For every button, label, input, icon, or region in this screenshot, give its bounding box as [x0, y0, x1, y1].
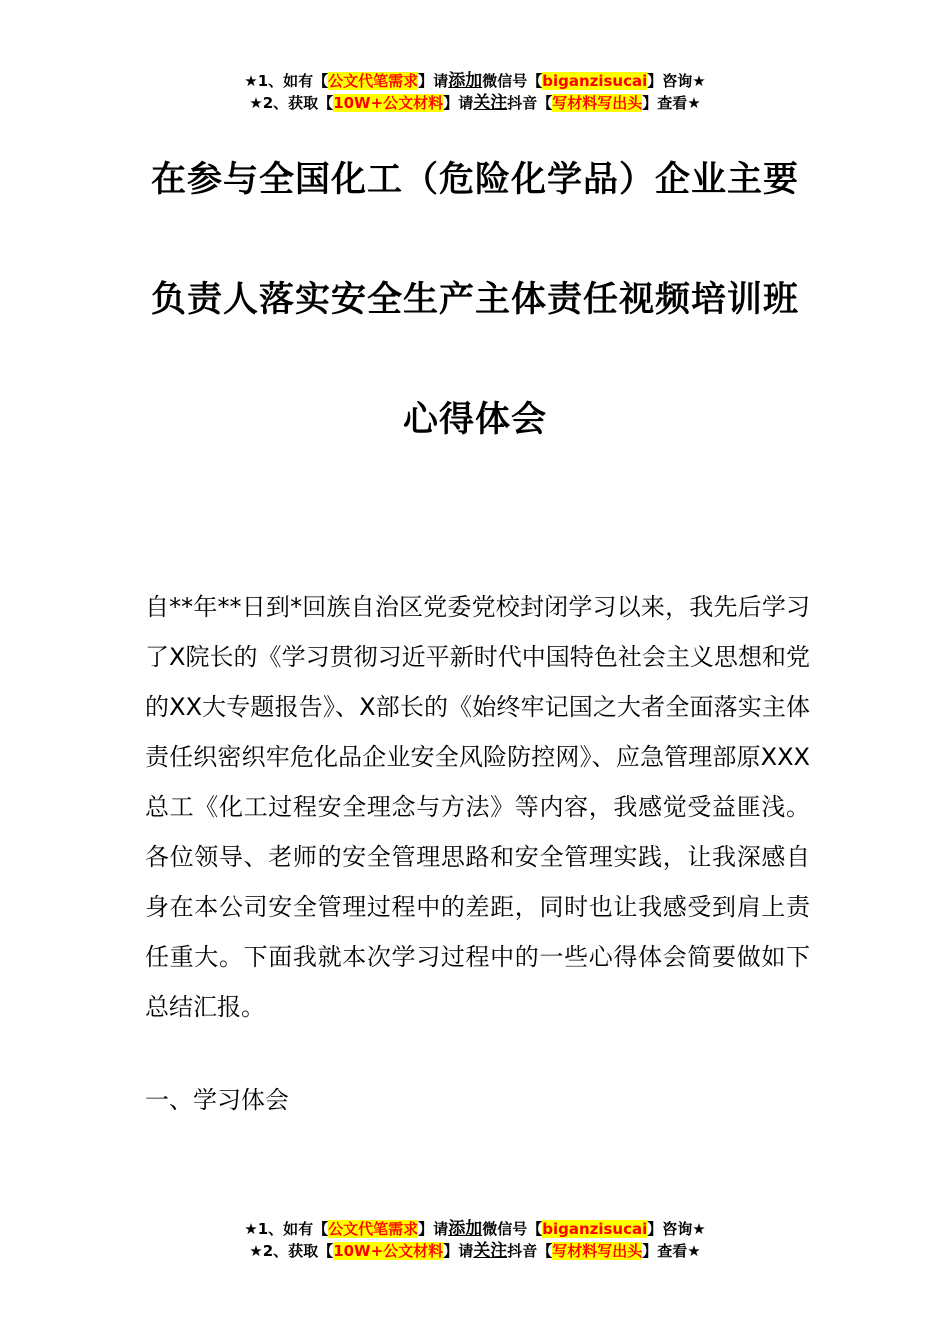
- highlight-text: 公文代笔需求: [328, 72, 419, 90]
- document-title-line-3: 心得体会: [402, 400, 547, 440]
- footer-promo-banner: [0, 1218, 950, 1262]
- promo-text: 抖音【: [507, 94, 553, 112]
- promo-line-1: [0, 1218, 950, 1240]
- promo-text: 抖音【: [507, 1242, 553, 1260]
- highlight-text: 10W+公文材料: [333, 94, 444, 112]
- promo-text: 】查看★: [642, 94, 701, 112]
- promo-text: ★2、获取【: [249, 94, 334, 112]
- promo-text: 微信号【: [482, 1220, 543, 1238]
- highlight-text: 公文代笔需求: [328, 1220, 419, 1238]
- emphasis-text: 关注: [473, 1241, 508, 1261]
- emphasis-text: 添加: [448, 71, 483, 91]
- document-title-line-2: 负责人落实安全生产主体责任视频培训班: [150, 280, 799, 320]
- promo-text: 】查看★: [642, 1242, 701, 1260]
- promo-line-2: [0, 1240, 950, 1262]
- promo-line-2: [0, 92, 950, 114]
- wechat-id: biganzisucai: [542, 1220, 648, 1238]
- douyin-id: 写材料写出头: [552, 1242, 643, 1260]
- promo-text: 】请: [443, 1242, 474, 1260]
- body-paragraph: 自**年**日到*回族自治区党委党校封闭学习以来，我先后学习了X院长的《学习贯彻习近平新时代中国特色社会主义思想和党的XX大专题报告》、X部长的《始终牢记国之大者全面落实主体责任织密织牢危化品企业安全风险防控网》、应急管理部原XXX总工《化工过程安全理念与方法》等内容，我感觉受益匪浅。各位领导、老师的安全管理思路和安全管理实践，让我深感自身在本公司安全管理过程中的差距，同时也让我感受到肩上责任重大。下面我就本次学习过程中的一些心得体会简要做如下总结汇报。: [145, 593, 810, 1021]
- document-title-line-1: 在参与全国化工（危险化学品）企业主要: [150, 160, 799, 200]
- promo-line-1: [0, 70, 950, 92]
- emphasis-text: 添加: [448, 1219, 483, 1239]
- section-heading: 一、学习体会: [145, 1086, 289, 1114]
- promo-text: 】请: [443, 94, 474, 112]
- wechat-id: biganzisucai: [542, 72, 648, 90]
- promo-text: ★1、如有【: [244, 72, 329, 90]
- promo-text: 】咨询★: [647, 72, 706, 90]
- promo-text: ★2、获取【: [249, 1242, 334, 1260]
- promo-text: 】咨询★: [647, 1220, 706, 1238]
- promo-text: 】请: [418, 72, 449, 90]
- promo-text: 】请: [418, 1220, 449, 1238]
- douyin-id: 写材料写出头: [552, 94, 643, 112]
- emphasis-text: 关注: [473, 93, 508, 113]
- promo-text: ★1、如有【: [244, 1220, 329, 1238]
- promo-text: 微信号【: [482, 72, 543, 90]
- highlight-text: 10W+公文材料: [333, 1242, 444, 1260]
- header-promo-banner: [0, 70, 950, 114]
